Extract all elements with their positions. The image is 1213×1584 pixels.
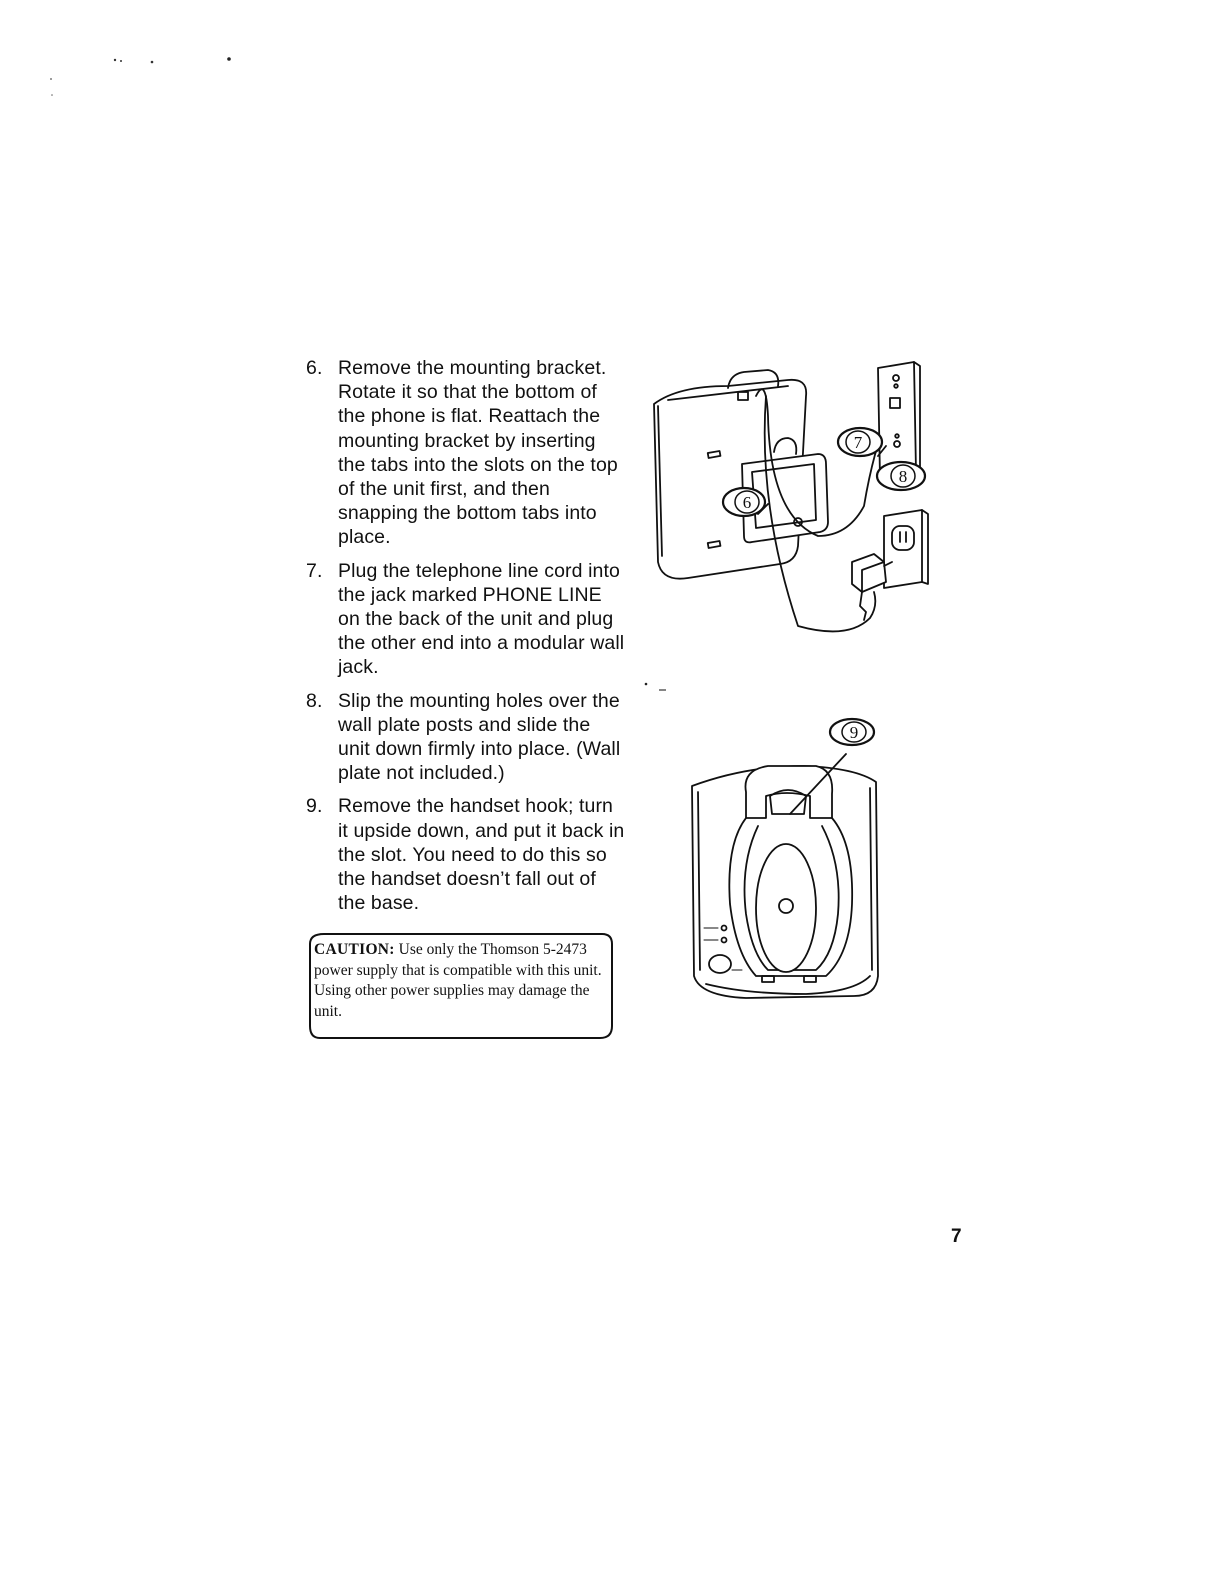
instruction-list [306,356,626,924]
instruction-step-8 [306,689,626,786]
step-number: 9. [306,795,323,818]
step-number: 6. [306,357,323,379]
step-number: 7. [306,559,323,582]
step-text: Remove the mounting bracket. Rotate it so that the bottom of the phone is flat. Reattach the mounting bracket by inserting the tabs into the slots on the top of the unit first, and then snapping the bottom tabs into place. [338,357,618,549]
callout-7 [838,428,882,456]
callout-6-label: 6 [742,493,752,512]
callout-8 [877,462,925,490]
step-text: Remove the handset hook; turn it upside down, and put it back in the slot. You need to do this so the handset doesn’t fall out of the base. [338,795,625,915]
caution-text [314,940,606,1022]
callout-6 [723,488,765,516]
step-number: 8. [306,689,323,712]
instruction-step-6 [306,356,626,550]
step-text: Plug the telephone line cord into the jack marked PHONE LINE on the back of the unit and plug the other end into a modular wall jack. [338,559,625,679]
callout-9 [830,719,874,745]
caution-label: CAUTION: [314,941,395,958]
page-number: 7 [951,1226,962,1247]
callout-9-label: 9 [849,723,859,742]
callout-8-label: 8 [898,467,908,486]
instruction-step-9 [306,794,626,915]
caution-box [306,930,616,1042]
base-hook-illustration [686,714,886,1014]
callout-7-label: 7 [853,433,863,452]
instruction-step-7 [306,559,626,680]
step-text: Slip the mounting holes over the wall plate posts and slide the unit down firmly into place. (Wall plate not included.) [338,689,621,785]
caution-body: Use only the Thomson 5-2473 power supply that is compatible with this unit. Using other power supplies may damage the unit. [314,941,602,1020]
wall-mount-illustration [648,356,938,656]
